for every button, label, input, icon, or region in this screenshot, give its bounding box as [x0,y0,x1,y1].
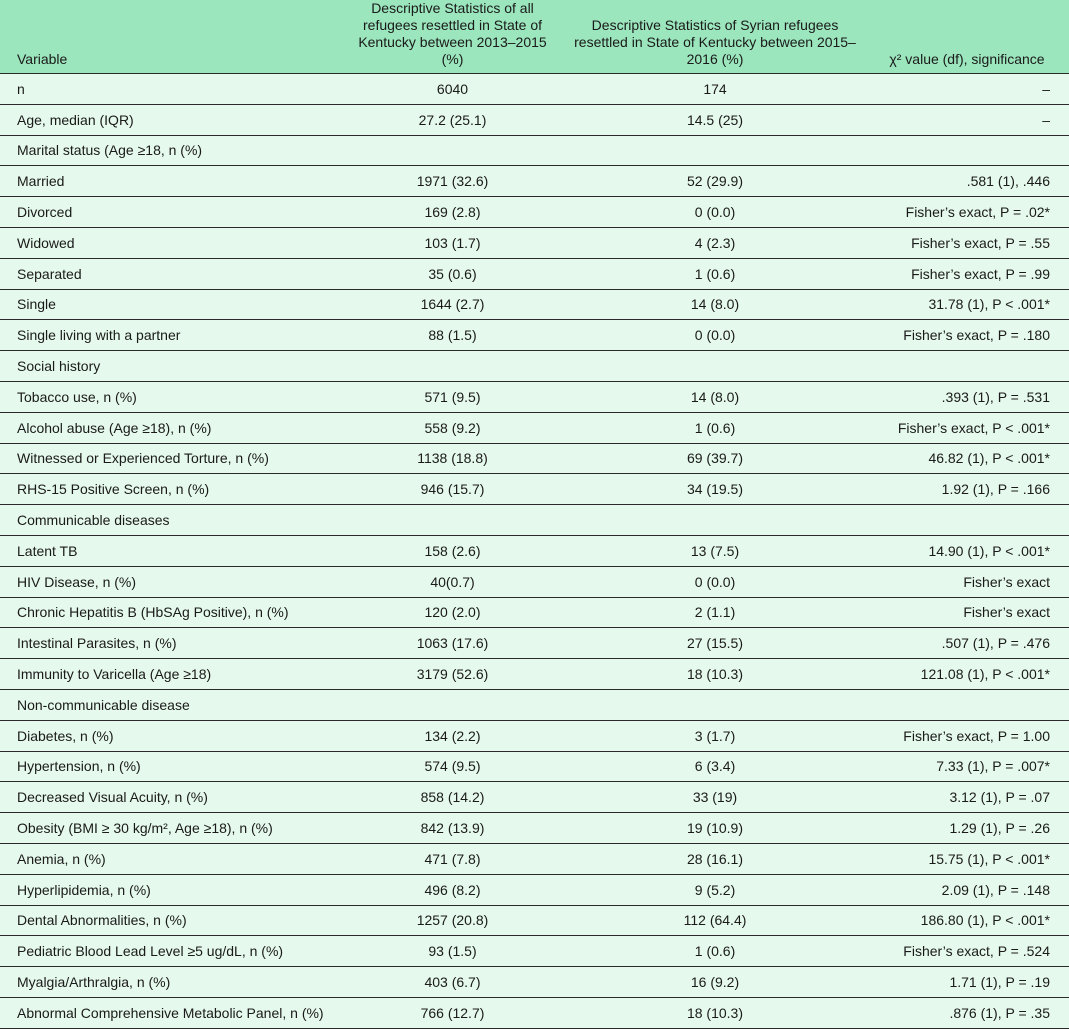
syrian-refugees-cell: 28 (16.1) [565,843,865,874]
table-row [0,166,1069,197]
syrian-refugees-cell: 14 (8.0) [565,381,865,412]
syrian-refugees-cell: 19 (10.9) [565,813,865,844]
table-row [0,227,1069,258]
syrian-refugees-cell: 18 (10.3) [565,997,865,1028]
significance-cell: 121.08 (1), P < .001* [865,659,1069,690]
all-refugees-cell: 35 (0.6) [340,258,565,289]
all-refugees-cell: 471 (7.8) [340,843,565,874]
variable-cell: Diabetes, n (%) [0,720,340,751]
significance-cell: 1.92 (1), P = .166 [865,474,1069,505]
table-row [0,566,1069,597]
table-row [0,597,1069,628]
table-row [0,905,1069,936]
variable-cell: Alcohol abuse (Age ≥18), n (%) [0,412,340,443]
header-row [0,0,1069,74]
table-row [0,443,1069,474]
variable-cell: Decreased Visual Acuity, n (%) [0,782,340,813]
significance-cell: .393 (1), P = .531 [865,381,1069,412]
syrian-refugees-cell: 1 (0.6) [565,936,865,967]
all-refugees-cell: 1063 (17.6) [340,628,565,659]
all-refugees-cell: 3179 (52.6) [340,659,565,690]
syrian-refugees-cell: 174 [565,74,865,105]
all-refugees-cell: 120 (2.0) [340,597,565,628]
table-row [0,720,1069,751]
syrian-refugees-cell: 6 (3.4) [565,751,865,782]
variable-cell: HIV Disease, n (%) [0,566,340,597]
all-refugees-cell [340,689,565,720]
significance-cell: – [865,74,1069,105]
variable-cell: Married [0,166,340,197]
variable-cell: Widowed [0,227,340,258]
syrian-refugees-cell: 3 (1.7) [565,720,865,751]
significance-cell: 3.12 (1), P = .07 [865,782,1069,813]
table-row [0,135,1069,166]
table-row [0,659,1069,690]
table-row [0,505,1069,536]
all-refugees-cell: 103 (1.7) [340,227,565,258]
variable-cell: Single [0,289,340,320]
table-row [0,351,1069,382]
significance-cell: Fisher’s exact, P = .55 [865,227,1069,258]
syrian-refugees-cell: 14.5 (25) [565,104,865,135]
all-refugees-cell: 842 (13.9) [340,813,565,844]
significance-cell: 7.33 (1), P = .007* [865,751,1069,782]
table-row [0,997,1069,1028]
all-refugees-cell: 93 (1.5) [340,936,565,967]
significance-cell: .581 (1), .446 [865,166,1069,197]
significance-cell: .876 (1), P = .35 [865,997,1069,1028]
significance-cell: 15.75 (1), P < .001* [865,843,1069,874]
all-refugees-cell: 496 (8.2) [340,874,565,905]
all-refugees-cell [340,351,565,382]
syrian-refugees-cell [565,135,865,166]
significance-cell [865,135,1069,166]
all-refugees-cell: 574 (9.5) [340,751,565,782]
syrian-refugees-cell: 1 (0.6) [565,412,865,443]
table-row [0,381,1069,412]
significance-cell: Fisher’s exact, P = .524 [865,936,1069,967]
all-refugees-cell: 1971 (32.6) [340,166,565,197]
all-refugees-cell: 27.2 (25.1) [340,104,565,135]
syrian-refugees-cell: 52 (29.9) [565,166,865,197]
variable-cell: Tobacco use, n (%) [0,381,340,412]
significance-cell: .507 (1), P = .476 [865,628,1069,659]
table-row [0,412,1069,443]
syrian-refugees-cell: 4 (2.3) [565,227,865,258]
all-refugees-cell: 40(0.7) [340,566,565,597]
syrian-refugees-cell: 16 (9.2) [565,967,865,998]
table-row [0,628,1069,659]
significance-cell: Fisher’s exact, P < .001* [865,412,1069,443]
variable-cell: Witnessed or Experienced Torture, n (%) [0,443,340,474]
variable-cell: Obesity (BMI ≥ 30 kg/m², Age ≥18), n (%) [0,813,340,844]
table-row [0,967,1069,998]
all-refugees-cell: 134 (2.2) [340,720,565,751]
table-row [0,74,1069,105]
table-row [0,197,1069,228]
header-chi-square: χ² value (df), significance [865,0,1069,74]
syrian-refugees-cell: 69 (39.7) [565,443,865,474]
variable-cell: Single living with a partner [0,320,340,351]
significance-cell: Fisher’s exact, P = .99 [865,258,1069,289]
significance-cell: Fisher’s exact [865,597,1069,628]
table-row [0,936,1069,967]
all-refugees-cell: 6040 [340,74,565,105]
variable-cell: Marital status (Age ≥18, n (%) [0,135,340,166]
variable-cell: Divorced [0,197,340,228]
table-row [0,535,1069,566]
syrian-refugees-cell: 13 (7.5) [565,535,865,566]
all-refugees-cell: 1644 (2.7) [340,289,565,320]
significance-cell: 2.09 (1), P = .148 [865,874,1069,905]
variable-cell: Age, median (IQR) [0,104,340,135]
significance-cell: Fisher’s exact, P = 1.00 [865,720,1069,751]
table-row [0,751,1069,782]
all-refugees-cell: 158 (2.6) [340,535,565,566]
significance-cell: 186.80 (1), P < .001* [865,905,1069,936]
significance-cell: 1.29 (1), P = .26 [865,813,1069,844]
significance-cell [865,505,1069,536]
syrian-refugees-cell: 14 (8.0) [565,289,865,320]
significance-cell: 46.82 (1), P < .001* [865,443,1069,474]
significance-cell: – [865,104,1069,135]
significance-cell: Fisher’s exact [865,566,1069,597]
variable-cell: Anemia, n (%) [0,843,340,874]
variable-cell: n [0,74,340,105]
variable-cell: Dental Abnormalities, n (%) [0,905,340,936]
syrian-refugees-cell: 1 (0.6) [565,258,865,289]
variable-cell: Immunity to Varicella (Age ≥18) [0,659,340,690]
variable-cell: Intestinal Parasites, n (%) [0,628,340,659]
all-refugees-cell: 858 (14.2) [340,782,565,813]
variable-cell: Hypertension, n (%) [0,751,340,782]
table-row [0,689,1069,720]
syrian-refugees-cell: 2 (1.1) [565,597,865,628]
table-row [0,813,1069,844]
syrian-refugees-cell: 33 (19) [565,782,865,813]
variable-cell: Pediatric Blood Lead Level ≥5 ug/dL, n (%) [0,936,340,967]
syrian-refugees-cell: 0 (0.0) [565,197,865,228]
syrian-refugees-cell: 27 (15.5) [565,628,865,659]
significance-cell [865,351,1069,382]
all-refugees-cell: 558 (9.2) [340,412,565,443]
all-refugees-cell: 88 (1.5) [340,320,565,351]
table-row [0,782,1069,813]
syrian-refugees-cell [565,505,865,536]
significance-cell [865,689,1069,720]
all-refugees-cell: 403 (6.7) [340,967,565,998]
all-refugees-cell: 946 (15.7) [340,474,565,505]
significance-cell: 14.90 (1), P < .001* [865,535,1069,566]
variable-cell: Latent TB [0,535,340,566]
variable-cell: RHS-15 Positive Screen, n (%) [0,474,340,505]
header-variable: Variable [0,0,340,74]
syrian-refugees-cell [565,689,865,720]
table-row [0,289,1069,320]
variable-cell: Separated [0,258,340,289]
syrian-refugees-cell: 9 (5.2) [565,874,865,905]
variable-cell: Non-communicable disease [0,689,340,720]
significance-cell: Fisher’s exact, P = .02* [865,197,1069,228]
table-row [0,474,1069,505]
all-refugees-cell: 1138 (18.8) [340,443,565,474]
all-refugees-cell: 1257 (20.8) [340,905,565,936]
variable-cell: Hyperlipidemia, n (%) [0,874,340,905]
syrian-refugees-cell: 18 (10.3) [565,659,865,690]
syrian-refugees-cell: 34 (19.5) [565,474,865,505]
all-refugees-cell: 169 (2.8) [340,197,565,228]
syrian-refugees-cell [565,351,865,382]
all-refugees-cell [340,505,565,536]
table-row [0,104,1069,135]
header-all-refugees: Descriptive Statistics of all refugees resettled in State of Kentucky between 2013–2015 (%) [340,0,565,74]
variable-cell: Social history [0,351,340,382]
syrian-refugees-cell: 112 (64.4) [565,905,865,936]
syrian-refugees-cell: 0 (0.0) [565,320,865,351]
header-syrian-refugees: Descriptive Statistics of Syrian refugees resettled in State of Kentucky between 2015–2016 (%) [565,0,865,74]
all-refugees-cell [340,135,565,166]
variable-cell: Myalgia/Arthralgia, n (%) [0,967,340,998]
syrian-refugees-cell: 0 (0.0) [565,566,865,597]
variable-cell: Communicable diseases [0,505,340,536]
all-refugees-cell: 766 (12.7) [340,997,565,1028]
table-row [0,874,1069,905]
table-row [0,320,1069,351]
variable-cell: Abnormal Comprehensive Metabolic Panel, n (%) [0,997,340,1028]
significance-cell: 1.71 (1), P = .19 [865,967,1069,998]
all-refugees-cell: 571 (9.5) [340,381,565,412]
significance-cell: Fisher’s exact, P = .180 [865,320,1069,351]
table-row [0,258,1069,289]
table-row [0,843,1069,874]
variable-cell: Chronic Hepatitis B (HbSAg Positive), n (%) [0,597,340,628]
significance-cell: 31.78 (1), P < .001* [865,289,1069,320]
